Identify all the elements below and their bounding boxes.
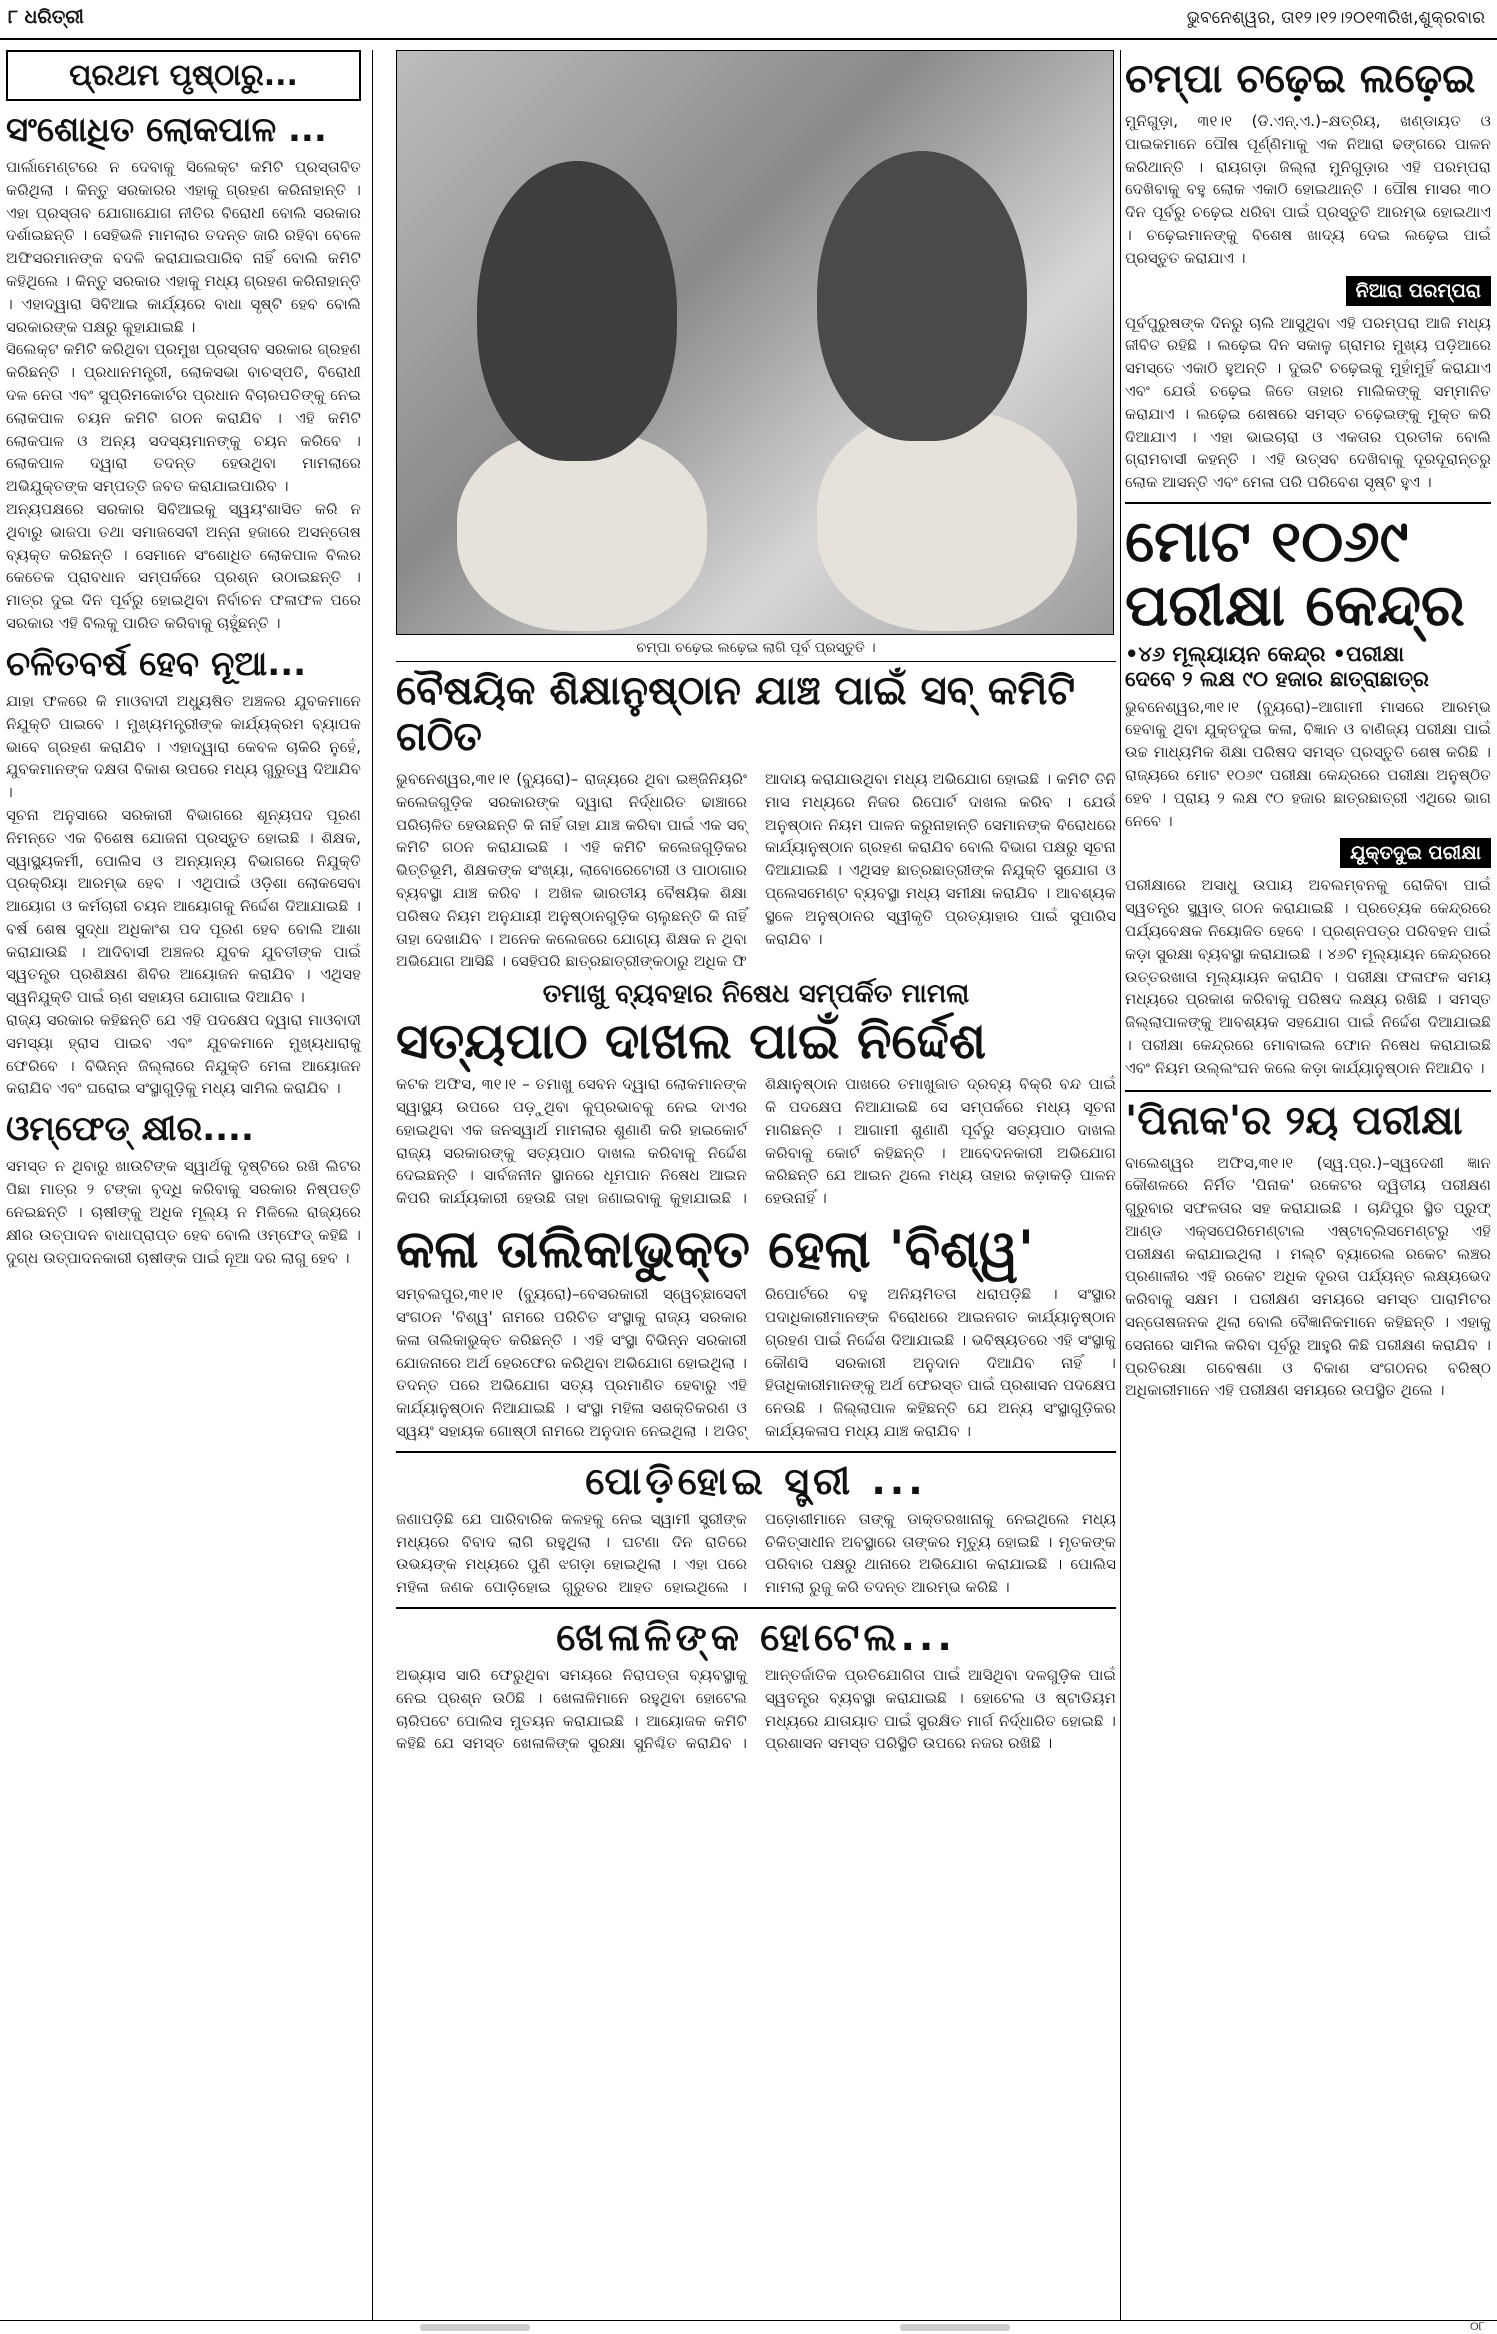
page-label: ୮ ଧରିତ୍ରୀ [8,6,84,28]
podi-body: ଜଣାପଡ଼ିଛି ଯେ ପାରିବାରିକ କଳହକୁ ନେଇ ସ୍ୱାମୀ ସ୍ତ୍ରୀଙ୍କ ମଧ୍ୟରେ ବିବାଦ ଲାଗି ରହୁଥିଲା । ଘଟଣା ଦିନ ରାତିରେ ଉଭୟଙ୍କ ମଧ୍ୟରେ ପୁଣି ଝଗଡ଼ା ହୋଇଥିଲା । ଏହା ପରେ ମହିଳା ଜଣକ ପୋଡ଼ିହୋଇ ଗୁରୁତର ଆହତ ହୋଇଥିଲେ । ପଡ଼ୋଶୀମାନେ ତାଙ୍କୁ ଡାକ୍ତରଖାନାକୁ ନେଇଥିଲେ ମଧ୍ୟ ଚିକିତ୍ସାଧୀନ ଅବସ୍ଥାରେ ତାଙ୍କର ମୃତ୍ୟୁ ହୋଇଛି । ମୃତକଙ୍କ ପରିବାର ପକ୍ଷରୁ ଥାନାରେ ଅଭିଯୋଗ କରାଯାଇଛି । ପୋଲିସ ମାମଲା ରୁଜୁ କରି ତଦନ୍ତ ଆରମ୍ଭ କରିଛି । [396,1509,1116,1597]
kala-body: ସମ୍ବଲପୁର,୩୧।୧ (ବ୍ୟୁରୋ)–ବେସରକାରୀ ସ୍ୱେଚ୍ଛାସେବୀ ସଂଗଠନ 'ବିଶ୍ୱ' ନାମରେ ପରିଚିତ ସଂସ୍ଥାକୁ ରାଜ୍ୟ ସରକାର କଳା ତାଲିକାଭୁକ୍ତ କରିଛନ୍ତି । ଏହି ସଂସ୍ଥା ବିଭିନ୍ନ ସରକାରୀ ଯୋଜନାରେ ଅର୍ଥ ହେରଫେର କରିଥିବା ଅଭିଯୋଗ ହୋଇଥିଲା । ତଦନ୍ତ ପରେ ଅଭିଯୋଗ ସତ୍ୟ ପ୍ରମାଣିତ ହେବାରୁ ଏହି କାର୍ଯ୍ୟାନୁଷ୍ଠାନ ନିଆଯାଇଛି । ସଂସ୍ଥା ମହିଳା ସଶକ୍ତିକରଣ ଓ ସ୍ୱୟଂ ସହାୟକ ଗୋଷ୍ଠୀ ନାମରେ ଅନୁଦାନ ନେଇଥିଲା । ଅଡିଟ୍‌ ରିପୋର୍ଟରେ ବହୁ ଅନିୟମିତତା ଧରାପଡ଼ିଛି । ସଂସ୍ଥାର ପଦାଧିକାରୀମାନଙ୍କ ବିରୋଧରେ ଆଇନଗତ କାର୍ଯ୍ୟାନୁଷ୍ଠାନ ଗ୍ରହଣ ପାଇଁ ନିର୍ଦ୍ଦେଶ ଦିଆଯାଇଛି । ଭବିଷ୍ୟତରେ ଏହି ସଂସ୍ଥାକୁ କୌଣସି ସରକାରୀ ଅନୁଦାନ ଦିଆଯିବ ନାହିଁ । ହିତାଧିକାରୀମାନଙ୍କୁ ଅର୍ଥ ଫେରସ୍ତ ପାଇଁ ପ୍ରଶାସନ ପଦକ୍ଷେପ ନେଉଛି । ଜିଲ୍ଲାପାଳ କହିଛନ୍ତି ଯେ ଅନ୍ୟ ସଂସ୍ଥାଗୁଡ଼ିକର କାର୍ଯ୍ୟକଳାପ ମଧ୍ୟ ଯାଞ୍ଚ କରାଯିବ । [396,1285,1116,1440]
niara-label: ନିଆରା ପରମ୍ପରା [1346,276,1491,306]
mota-subheading: •୪୬ ମୂଲ୍ୟାୟନ କେନ୍ଦ୍ର •ପରୀକ୍ଷା [1125,641,1405,666]
kala-heading: କଳା ତାଲିକାଭୁକ୍ତ ହେଲା 'ବିଶ୍ୱ' [396,1219,1034,1280]
lokpal-body: ସିଲେକ୍ଟ କମିଟି କରିଥିବା ପ୍ରମୁଖ ପ୍ରସ୍ତାବ ସରକାର ଗ୍ରହଣ କରିଛନ୍ତି । ପ୍ରଧାନମନ୍ତ୍ରୀ, ଲୋକସଭା ବାଚସ୍ପତି, ବିରୋଧୀ ଦଳ ନେତା ଏବଂ ସୁପ୍ରିମକୋର୍ଟର ପ୍ରଧାନ ବିଚାରପତିଙ୍କୁ ନେଇ ଲୋକପାଳ ଚୟନ କମିଟି ଗଠନ କରାଯିବ । ଏହି କମିଟି ଲୋକପାଳ ଓ ଅନ୍ୟ ସଦସ୍ୟମାନଙ୍କୁ ଚୟନ କରିବେ । ଲୋକପାଳ ଦ୍ୱାରା ତଦନ୍ତ ହେଉଥିବା ମାମଲାରେ ଅଭିଯୁକ୍ତଙ୍କ ସମ୍ପତ୍ତି ଜବତ କରାଯାଇପାରିବ । [6,340,361,496]
jukta-label: ଯୁକ୍ତଦୁଇ ପରୀକ୍ଷା [1340,838,1491,868]
vaishayik-heading: ବୈଷୟିକ ଶିକ୍ଷାନୁଷ୍ଠାନ ଯାଞ୍ଚ ପାଇଁ ସବ୍‌ କମିଟି ଗଠିତ [396,668,1076,760]
tamakhu-kicker: ତମାଖୁ ବ୍ୟବହାର ନିଷେଧ ସମ୍ପର୍କିତ ମାମଲା [542,979,970,1010]
chalita-body: ସୂଚନା ଅନୁସାରେ ସରକାରୀ ବିଭାଗରେ ଶୂନ୍ୟପଦ ପୂରଣ ନିମନ୍ତେ ଏକ ବିଶେଷ ଯୋଜନା ପ୍ରସ୍ତୁତ ହୋଇଛି । ଶିକ୍ଷକ, ସ୍ୱାସ୍ଥ୍ୟକର୍ମୀ, ପୋଲିସ ଓ ଅନ୍ୟାନ୍ୟ ବିଭାଗରେ ନିଯୁକ୍ତି ପ୍ରକ୍ରିୟା ଆରମ୍ଭ ହେବ । ଏଥିପାଇଁ ଓଡ଼ିଶା ଲୋକସେବା ଆୟୋଗ ଓ କର୍ମଚାରୀ ଚୟନ ଆୟୋଗକୁ ନିର୍ଦ୍ଦେଶ ଦିଆଯାଇଛି । ବର୍ଷ ଶେଷ ସୁଦ୍ଧା ଅଧିକାଂଶ ପଦ ପୂରଣ ହେବ ବୋଲି ଆଶା କରାଯାଉଛି । ଆଦିବାସୀ ଅଞ୍ଚଳର ଯୁବକ ଯୁବତୀଙ୍କ ପାଇଁ ସ୍ୱତନ୍ତ୍ର ପ୍ରଶିକ୍ଷଣ ଶିବିର ଆୟୋଜନ କରାଯିବ । ଏଥିସହ ସ୍ୱନିଯୁକ୍ତି ପାଇଁ ଋଣ ସହାୟତା ଯୋଗାଇ ଦିଆଯିବ । [6,805,361,1007]
bird-shape [477,161,677,461]
omfed-body: ସମସ୍ତ ନ ଥିବାରୁ ଖାଉଟିଙ୍କ ସ୍ୱାର୍ଥକୁ ଦୃଷ୍ଟିରେ ରଖି ଲିଟର ପିଛା ମାତ୍ର ୨ ଟଙ୍କା ବୃଦ୍ଧି କରିବାକୁ ସରକାର ନିଷ୍ପତ୍ତି ନେଇଛନ୍ତି । ଚାଷୀଙ୍କୁ ଅଧିକ ମୂଲ୍ୟ ନ ମିଳିଲେ ରାଜ୍ୟରେ କ୍ଷୀର ଉତ୍ପାଦନ ବାଧାପ୍ରାପ୍ତ ହେବ ବୋଲି ଓମ୍‌ଫେଡ୍‌ କହିଛି । ଦୁଗ୍ଧ ଉତ୍ପାଦନକାରୀ ଚାଷୀଙ୍କ ପାଇଁ ନୂଆ ଦର ଲାଗୁ ହେବ । [6,1157,361,1267]
hand-shape [817,411,1077,631]
khelali-heading: ଖେଳାଳିଙ୍କ ହୋଟେଲ... [396,1607,1116,1660]
column-rule [372,50,373,2320]
chalita-body: ଯାହା ଫଳରେ କି ମାଓବାଦୀ ଅଧ୍ୟୁଷିତ ଅଞ୍ଚଳର ଯୁବକମାନେ ନିଯୁକ୍ତି ପାଇବେ । ମୁଖ୍ୟମନ୍ତ୍ରୀଙ୍କ କାର୍ଯ୍ୟକ୍ରମ ବ୍ୟାପକ ଭାବେ ଗ୍ରହଣ କରାଯିବ । ଏହାଦ୍ୱାରା କେବଳ ଚାକିରି ନୁହେଁ, ଯୁବକମାନଙ୍କ ଦକ୍ଷତା ବିକାଶ ଉପରେ ମଧ୍ୟ ଗୁରୁତ୍ୱ ଦିଆଯିବ । [6,691,361,802]
photo-caption: ଚମ୍ପା ଚଢ଼େଇ ଲଢ଼େଇ ଲାଗି ପୂର୍ବ ପ୍ରସ୍ତୁତି । [396,635,1116,662]
bird-shape [817,151,1027,441]
pinaka-body: ବାଲେଶ୍ୱର ଅଫିସ,୩୧।୧ (ସ୍ୱ.ପ୍ର.)–ସ୍ୱଦେଶୀ ଜ୍ଞାନ କୌଶଳରେ ନିର୍ମିତ 'ପିନାକ' ରକେଟର ଦ୍ୱିତୀୟ ପରୀକ୍ଷଣ ଗୁରୁବାର ସଫଳତାର ସହ କରାଯାଇଛି । ଚାନ୍ଦିପୁର ସ୍ଥିତ ପ୍ରୁଫ୍‌ ଆଣ୍ଡ ଏକ୍ସପେରିମେଣ୍ଟାଲ ଏଷ୍ଟାବ୍ଲିସମେଣ୍ଟରୁ ଏହି ପରୀକ୍ଷଣ କରାଯାଇଥିଲା । ମଲ୍ଟି ବ୍ୟାରେଲ ରକେଟ ଲଞ୍ଚର ପ୍ରଣାଳୀର ଏହି ରକେଟ ଅଧିକ ଦୂରତା ପର୍ଯ୍ୟନ୍ତ ଲକ୍ଷ୍ୟଭେଦ କରିବାକୁ ସକ୍ଷମ । ପରୀକ୍ଷଣ ସମୟରେ ସମସ୍ତ ପାରାମିଟର ସନ୍ତୋଷଜନକ ଥିଲା ବୋଲି ବୈଜ୍ଞାନିକମାନେ କହିଛନ୍ତି । ଏହାକୁ ସେନାରେ ସାମିଲ କରିବା ପୂର୍ବରୁ ଆହୁରି କିଛି ପରୀକ୍ଷଣ କରାଯିବ । ପ୍ରତିରକ୍ଷା ଗବେଷଣା ଓ ବିକାଶ ସଂଗଠନର ବରିଷ୍ଠ ଅଧିକାରୀମାନେ ଏହି ପରୀକ୍ଷଣ ସମୟରେ ଉପସ୍ଥିତ ଥିଲେ । [1125,1153,1491,1400]
mota-subheading: ଦେବେ ୨ ଲକ୍ଷ ୯୦ ହଜାର ଛାତ୍ରାଛାତ୍ର [1125,666,1429,691]
hand-shape [457,431,707,631]
mota-body: ଭୁବନେଶ୍ୱର,୩୧।୧ (ବ୍ୟୁରୋ)–ଆଗାମୀ ମାସରେ ଆରମ୍ଭ ହେବାକୁ ଥିବା ଯୁକ୍ତଦୁଇ କଳା, ବିଜ୍ଞାନ ଓ ବାଣିଜ୍ୟ ପରୀକ୍ଷା ପାଇଁ ଉଚ୍ଚ ମାଧ୍ୟମିକ ଶିକ୍ଷା ପରିଷଦ ସମସ୍ତ ପ୍ରସ୍ତୁତି ଶେଷ କରିଛି । ରାଜ୍ୟରେ ମୋଟ ୧୦୬୯ ପରୀକ୍ଷା କେନ୍ଦ୍ରରେ ପରୀକ୍ଷା ଅନୁଷ୍ଠିତ ହେବ । ପ୍ରାୟ ୨ ଲକ୍ଷ ୯୦ ହଜାର ଛାତ୍ରଛାତ୍ରୀ ଏଥିରେ ଭାଗ ନେବେ । [1125,697,1491,830]
lokpal-heading: ସଂଶୋଧିତ ଲୋକପାଳ ... [6,110,327,150]
bird-photo [396,50,1114,635]
satyapatha-heading: ସତ୍ୟପାଠ ଦାଖଲ ପାଇଁ ନିର୍ଦ୍ଦେଶ [396,1012,987,1071]
page-header [0,0,1497,40]
omfed-heading: ଓମ୍‌ଫେଡ୍‌ କ୍ଷୀର.... [6,1109,254,1150]
column-rule [1120,50,1121,2320]
middle-column [396,50,1116,2320]
vaishayik-body: ଭୁବନେଶ୍ୱର,୩୧।୧ (ବ୍ୟୁରୋ)– ରାଜ୍ୟରେ ଥିବା ଇଞ୍ଜିନିୟରିଂ କଲେଜଗୁଡ଼ିକ ସରକାରଙ୍କ ଦ୍ୱାରା ନିର୍ଦ୍ଧାରିତ ଢାଞ୍ଚାରେ ପରିଚାଳିତ ହେଉଛନ୍ତି କି ନାହିଁ ତାହା ଯାଞ୍ଚ କରିବା ପାଇଁ ଏକ ସବ୍‌ କମିଟି ଗଠନ କରାଯାଇଛି । ଏହି କମିଟି କଲେଜଗୁଡ଼ିକର ଭିତ୍ତିଭୂମି, ଶିକ୍ଷକଙ୍କ ସଂଖ୍ୟା, ଲାବୋରେଟୋରୀ ଓ ପାଠାଗାର ବ୍ୟବସ୍ଥା ଯାଞ୍ଚ କରିବ । ଅଖିଳ ଭାରତୀୟ ବୈଷୟିକ ଶିକ୍ଷା ପରିଷଦ ନିୟମ ଅନୁଯାୟୀ ଅନୁଷ୍ଠାନଗୁଡ଼ିକ ଚାଲୁଛନ୍ତି କି ନାହିଁ ତାହା ଦେଖାଯିବ । ଅନେକ କଲେଜରେ ଯୋଗ୍ୟ ଶିକ୍ଷକ ନ ଥିବା ଅଭିଯୋଗ ଆସିଛି । ସେହିପରି ଛାତ୍ରଛାତ୍ରୀଙ୍କଠାରୁ ଅଧିକ ଫି ଆଦାୟ କରାଯାଉଥିବା ମଧ୍ୟ ଅଭିଯୋଗ ହୋଇଛି । କମିଟି ତିନି ମାସ ମଧ୍ୟରେ ନିଜର ରିପୋର୍ଟ ଦାଖଲ କରିବ । ଯେଉଁ ଅନୁଷ୍ଠାନ ନିୟମ ପାଳନ କରୁନାହାନ୍ତି ସେମାନଙ୍କ ବିରୋଧରେ କାର୍ଯ୍ୟାନୁଷ୍ଠାନ ଗ୍ରହଣ କରାଯିବ ବୋଲି ବିଭାଗ ପକ୍ଷରୁ ସୂଚନା ଦିଆଯାଇଛି । ଏଥିସହ ଛାତ୍ରଛାତ୍ରୀଙ୍କ ନିଯୁକ୍ତି ସୁଯୋଗ ଓ ପ୍ଲେସମେଣ୍ଟ ବ୍ୟବସ୍ଥା ମଧ୍ୟ ସମୀକ୍ଷା କରାଯିବ । ଆବଶ୍ୟକ ସ୍ଥଳେ ଅନୁଷ୍ଠାନର ସ୍ୱୀକୃତି ପ୍ରତ୍ୟାହାର ପାଇଁ ସୁପାରିସ କରାଯିବ । [396,770,1116,971]
dateline: ଭୁବନେଶ୍ୱର, ତା୧୨।୧୨।୨୦୧୩ରିଖ,ଶୁକ୍ରବାର [1186,8,1485,28]
footer-bar [900,2324,1010,2331]
champa-heading: ଚମ୍ପା ଚଢ଼େଇ ଲଢ଼େଇ [1125,56,1476,102]
mota-body: ପରୀକ୍ଷାରେ ଅସାଧୁ ଉପାୟ ଅବଲମ୍ବନକୁ ରୋକିବା ପାଇଁ ସ୍ୱତନ୍ତ୍ର ସ୍କ୍ୱାଡ୍‌ ଗଠନ କରାଯାଇଛି । ପ୍ରତ୍ୟେକ କେନ୍ଦ୍ରରେ ପର୍ଯ୍ୟବେକ୍ଷକ ନିୟୋଜିତ ହେବେ । ପ୍ରଶ୍ନପତ୍ର ପରିବହନ ପାଇଁ କଡ଼ା ସୁରକ୍ଷା ବ୍ୟବସ୍ଥା କରାଯାଇଛି । ୪୬ଟି ମୂଲ୍ୟାୟନ କେନ୍ଦ୍ରରେ ଉତ୍ତରଖାତା ମୂଲ୍ୟାୟନ କରାଯିବ । ପରୀକ୍ଷା ଫଳାଫଳ ସମୟ ମଧ୍ୟରେ ପ୍ରକାଶ କରିବାକୁ ପରିଷଦ ଲକ୍ଷ୍ୟ ରଖିଛି । ସମସ୍ତ ଜିଲ୍ଲାପାଳଙ୍କୁ ଆବଶ୍ୟକ ସହଯୋଗ ପାଇଁ ନିର୍ଦ୍ଦେଶ ଦିଆଯାଇଛି । ପରୀକ୍ଷା କେନ୍ଦ୍ରରେ ମୋବାଇଲ ଫୋନ ନିଷେଧ କରାଯାଇଛି ଏବଂ ନିୟମ ଉଲ୍ଲଂଘନ କଲେ କଡ଼ା କାର୍ଯ୍ୟାନୁଷ୍ଠାନ ନିଆଯିବ । [1125,876,1491,1077]
chalita-body: ରାଜ୍ୟ ସରକାର କହିଛନ୍ତି ଯେ ଏହି ପଦକ୍ଷେପ ଦ୍ୱାରା ମାଓବାଦୀ ସମସ୍ୟା ହ୍ରାସ ପାଇବ ଏବଂ ଯୁବକମାନେ ମୁଖ୍ୟଧାରାକୁ ଫେରିବେ । ବିଭିନ୍ନ ଜିଲ୍ଲାରେ ନିଯୁକ୍ତି ମେଳା ଆୟୋଜନ କରାଯିବ ଏବଂ ଘରୋଇ ସଂସ୍ଥାଗୁଡ଼ିକୁ ମଧ୍ୟ ସାମିଲ କରାଯିବ । [6,1011,361,1098]
pinaka-heading: 'ପିନାକ'ର ୨ୟ ପରୀକ୍ଷା [1125,1090,1491,1144]
right-column [1125,50,1491,2320]
lokpal-body: ପାର୍ଲାମେଣ୍ଟରେ ନ ଦେବାକୁ ସିଲେକ୍ଟ କମିଟି ପ୍ରସ୍ତାବିତ କରିଥିଲା । କିନ୍ତୁ ସରକାରର ଏହାକୁ ଗ୍ରହଣ କରିନାହାନ୍ତି । ଏହା ପ୍ରସ୍ତାବ ଯୋଗାଯୋଗ ନୀତିର ବିରୋଧୀ ବୋଲି ସରକାର ଦର୍ଶାଇଛନ୍ତି । ସେହିଭଳି ମାମଲାର ତଦନ୍ତ ଜାରି ରହିବା ବେଳେ ଅଫିସରମାନଙ୍କ ବଦଳି କରାଯାଇପାରିବ ନାହିଁ ବୋଲି କମିଟି କହିଥିଲେ । କିନ୍ତୁ ସରକାର ଏହାକୁ ମଧ୍ୟ ଗ୍ରହଣ କରିନାହାନ୍ତି । ଏହାଦ୍ୱାରା ସିବିଆଇ କାର୍ଯ୍ୟରେ ବାଧା ସୃଷ୍ଟି ହେବ ବୋଲି ସରକାରଙ୍କ ପକ୍ଷରୁ କୁହାଯାଇଛି । [6,158,361,336]
champa-body: ମୁନିଗୁଡ଼ା, ୩୧।୧ (ଡି.ଏନ୍‌.ଏ.)–କ୍ଷତ୍ରିୟ, ଖଣ୍ଡାୟତ ଓ ପାଇକମାନେ ପୌଷ ପୂର୍ଣ୍ଣିମାକୁ ଏକ ନିଆରା ଢଙ୍ଗରେ ପାଳନ କରିଥାନ୍ତି । ରାୟଗଡ଼ା ଜିଲ୍ଲା ମୁନିଗୁଡ଼ାର ଏହି ପରମ୍ପରା ଦେଖିବାକୁ ବହୁ ଲୋକ ଏକାଠି ହୋଇଥାନ୍ତି । ପୌଷ ମାସର ୩୦ ଦିନ ପୂର୍ବରୁ ଚଢ଼େଇ ଧରିବା ପାଇଁ ପ୍ରସ୍ତୁତି ଆରମ୍ଭ ହୋଇଥାଏ । ଚଢ଼େଇମାନଙ୍କୁ ବିଶେଷ ଖାଦ୍ୟ ଦେଇ ଲଢ଼େଇ ପାଇଁ ପ୍ରସ୍ତୁତ କରାଯାଏ । [1125,112,1491,267]
lokpal-body: ଅନ୍ୟପକ୍ଷରେ ସରକାର ସିବିଆଇକୁ ସ୍ୱୟଂଶାସିତ କରି ନ ଥିବାରୁ ଭାଜପା ତଥା ସମାଜସେବୀ ଅନ୍ନା ହଜାରେ ଅସନ୍ତୋଷ ବ୍ୟକ୍ତ କରିଛନ୍ତି । ସେମାନେ ସଂଶୋଧିତ ଲୋକପାଳ ବିଲର କେତେକ ପ୍ରାବଧାନ ସମ୍ପର୍କରେ ପ୍ରଶ୍ନ ଉଠାଇଛନ୍ତି । ମାତ୍ର ଦୁଇ ଦିନ ପୂର୍ବରୁ ହୋଇଥିବା ନିର୍ବାଚନ ଫଳାଫଳ ପରେ ସରକାର ଏହି ବିଲକୁ ପାରିତ କରିବାକୁ ଚାହୁଁଛନ୍ତି । [6,500,361,633]
champa-body: ପୂର୍ବପୁରୁଷଙ୍କ ଦିନରୁ ଚାଲି ଆସୁଥିବା ଏହି ପରମ୍ପରା ଆଜି ମଧ୍ୟ ଜୀବିତ ରହିଛି । ଲଢ଼େଇ ଦିନ ସକାଳୁ ଗ୍ରାମର ମୁଖ୍ୟ ପଡ଼ିଆରେ ସମସ୍ତେ ଏକାଠି ହୁଅନ୍ତି । ଦୁଇଟି ଚଢ଼େଇକୁ ମୁହାଁମୁହିଁ କରାଯାଏ ଏବଂ ଯେଉଁ ଚଢ଼େଇ ଜିତେ ତାହାର ମାଲିକଙ୍କୁ ସମ୍ମାନିତ କରାଯାଏ । ଲଢ଼େଇ ଶେଷରେ ସମସ୍ତ ଚଢ଼େଇଙ୍କୁ ମୁକ୍ତ କରି ଦିଆଯାଏ । ଏହା ଭାଇଚାରା ଓ ଏକତାର ପ୍ରତୀକ ବୋଲି ଗ୍ରାମବାସୀ କହନ୍ତି । ଏହି ଉତ୍ସବ ଦେଖିବାକୁ ଦୂରଦୂରାନ୍ତରୁ ଲୋକ ଆସନ୍ତି ଏବଂ ମେଳା ପରି ପରିବେଶ ସୃଷ୍ଟି ହୁଏ । [1125,313,1491,492]
page-footer [0,2320,1497,2334]
satyapatha-body: କଟକ ଅଫିସ, ୩୧।୧ – ତମାଖୁ ସେବନ ଦ୍ୱାରା ଲୋକମାନଙ୍କ ସ୍ୱାସ୍ଥ୍ୟ ଉପରେ ପଡ଼ୁଥିବା କୁପ୍ରଭାବକୁ ନେଇ ଦାଏର ହୋଇଥିବା ଏକ ଜନସ୍ୱାର୍ଥ ମାମଲାର ଶୁଣାଣି କରି ହାଇକୋର୍ଟ ରାଜ୍ୟ ସରକାରଙ୍କୁ ସତ୍ୟପାଠ ଦାଖଲ କରିବାକୁ ନିର୍ଦ୍ଦେଶ ଦେଇଛନ୍ତି । ସାର୍ବଜନୀନ ସ୍ଥାନରେ ଧୂମପାନ ନିଷେଧ ଆଇନ କିପରି କାର୍ଯ୍ୟକାରୀ ହେଉଛି ତାହା ଜଣାଇବାକୁ କୁହାଯାଇଛି । ଶିକ୍ଷାନୁଷ୍ଠାନ ପାଖରେ ତମାଖୁଜାତ ଦ୍ରବ୍ୟ ବିକ୍ରି ବନ୍ଦ ପାଇଁ କି ପଦକ୍ଷେପ ନିଆଯାଇଛି ସେ ସମ୍ପର୍କରେ ମଧ୍ୟ ସୂଚନା ମାଗିଛନ୍ତି । ଆଗାମୀ ଶୁଣାଣି ପୂର୍ବରୁ ସତ୍ୟପାଠ ଦାଖଲ କରିବାକୁ କୋର୍ଟ କହିଛନ୍ତି । ଆବେଦନକାରୀ ଅଭିଯୋଗ କରିଛନ୍ତି ଯେ ଆଇନ ଥିଲେ ମଧ୍ୟ ତାହାର କଡ଼ାକଡ଼ି ପାଳନ ହେଉନାହିଁ । [396,1075,1116,1208]
podi-heading: ପୋଡ଼ିହୋଇ ସ୍ତ୍ରୀ ... [396,1451,1116,1504]
mota-heading: ମୋଟ ୧୦୬୯ ପରୀକ୍ଷା କେନ୍ଦ୍ର [1125,502,1491,638]
khelali-body: ଅଭ୍ୟାସ ସାରି ଫେରୁଥିବା ସମୟରେ ନିରାପତ୍ତା ବ୍ୟବସ୍ଥାକୁ ନେଇ ପ୍ରଶ୍ନ ଉଠିଛି । ଖେଳାଳିମାନେ ରହୁଥିବା ହୋଟେଲ ଚାରିପଟେ ପୋଲିସ ମୁତୟନ କରାଯାଇଛି । ଆୟୋଜକ କମିଟି କହିଛି ଯେ ସମସ୍ତ ଖେଳାଳିଙ୍କ ସୁରକ୍ଷା ସୁନିଶ୍ଚିତ କରାଯିବ । ଆନ୍ତର୍ଜାତିକ ପ୍ରତିଯୋଗିତା ପାଇଁ ଆସିଥିବା ଦଳଗୁଡ଼ିକ ପାଇଁ ସ୍ୱତନ୍ତ୍ର ବ୍ୟବସ୍ଥା କରାଯାଇଛି । ହୋଟେଲ ଓ ଷ୍ଟାଡିୟମ ମଧ୍ୟରେ ଯାତାୟାତ ପାଇଁ ସୁରକ୍ଷିତ ମାର୍ଗ ନିର୍ଦ୍ଧାରିତ ହୋଇଛି । ପ୍ରଶାସନ ସମସ୍ତ ପରିସ୍ଥିତି ଉପରେ ନଜର ରଖିଛି । [396,1665,1116,1753]
front-page-continuation-heading: ପ୍ରଥମ ପୃଷ୍ଠାରୁ... [6,50,361,101]
page-number: ୦୮ [1470,2319,1485,2333]
left-column [6,50,361,2320]
chalita-heading: ଚଳିତବର୍ଷ ହେବ ନୂଆ... [6,643,307,684]
footer-bar [420,2324,530,2331]
